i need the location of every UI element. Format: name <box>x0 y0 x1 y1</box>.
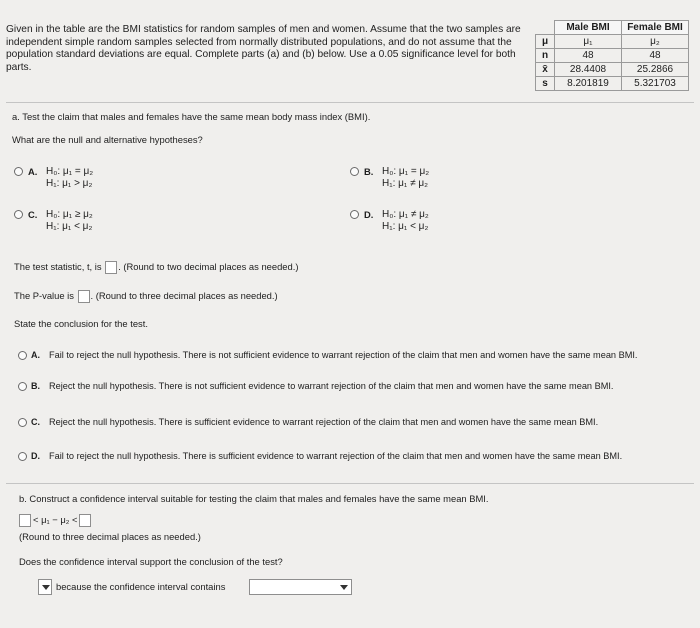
row-label: x̄ <box>536 63 555 77</box>
pvalue-note: . (Round to three decimal places as needed.) <box>90 290 278 301</box>
table-row <box>536 49 689 63</box>
radio-button[interactable] <box>14 167 23 176</box>
radio-button[interactable] <box>350 167 359 176</box>
option-letter: B. <box>364 166 374 177</box>
null-hypothesis: H₀: μ₁ = μ₂ <box>46 166 94 177</box>
option-letter: C. <box>31 417 40 427</box>
alt-hypothesis: H₁: μ₁ < μ₂ <box>46 221 93 232</box>
alt-hypothesis: H₁: μ₁ < μ₂ <box>382 221 429 232</box>
null-hypothesis: H₀: μ₁ ≠ μ₂ <box>382 209 429 220</box>
option-letter: B. <box>31 381 40 391</box>
conclusion-prompt: State the conclusion for the test. <box>14 318 148 329</box>
test-statistic-row <box>14 261 298 274</box>
contains-dropdown[interactable] <box>249 579 352 595</box>
female-cell: μ₂ <box>622 35 689 49</box>
male-cell: μ₁ <box>555 35 622 49</box>
female-cell: 5.321703 <box>622 77 689 91</box>
row-label: n <box>536 49 555 63</box>
ci-round-note: (Round to three decimal places as needed.) <box>19 531 201 542</box>
part-a-title: a. Test the claim that males and females have the same mean body mass index (BMI). <box>12 111 371 122</box>
confidence-interval-row <box>19 514 91 527</box>
conclusion-text: Fail to reject the null hypothesis. There is not sufficient evidence to warrant rejection of the claim that men and women have the same mean BMI. <box>49 350 638 360</box>
conclusion-text: Reject the null hypothesis. There is sufficient evidence to warrant rejection of the claim that men and women have the same mean BMI. <box>49 417 599 427</box>
radio-button[interactable] <box>18 382 27 391</box>
table-row <box>536 35 689 49</box>
radio-button[interactable] <box>18 418 27 427</box>
option-letter: A. <box>28 166 38 177</box>
ci-upper-input[interactable] <box>79 514 91 527</box>
male-bmi-header: Male BMI <box>555 21 622 35</box>
null-hypothesis: H₀: μ₁ = μ₂ <box>382 166 430 177</box>
chevron-down-icon <box>42 585 50 590</box>
male-cell: 8.201819 <box>555 77 622 91</box>
alt-hypothesis: H₁: μ₁ > μ₂ <box>46 178 93 189</box>
conclusion-text: Reject the null hypothesis. There is not sufficient evidence to warrant rejection of the claim that men and women have the same mean BMI. <box>49 381 614 391</box>
option-letter: A. <box>31 350 40 360</box>
null-hypothesis: H₀: μ₁ ≥ μ₂ <box>46 209 93 220</box>
pvalue-label: The P-value is <box>14 290 74 301</box>
support-question: Does the confidence interval support the conclusion of the test? <box>19 556 283 567</box>
radio-button[interactable] <box>18 351 27 360</box>
alt-hypothesis: H₁: μ₁ ≠ μ₂ <box>382 178 428 189</box>
part-b-title: b. Construct a confidence interval suitable for testing the claim that males and females have the same mean BMI. <box>19 493 489 504</box>
female-bmi-header: Female BMI <box>622 21 689 35</box>
chevron-down-icon <box>340 585 348 590</box>
ci-middle: < μ₁ − μ₂ < <box>33 514 78 525</box>
option-letter: D. <box>31 451 40 461</box>
test-statistic-label: The test statistic, t, is <box>14 261 102 272</box>
test-statistic-note: . (Round to two decimal places as needed.) <box>118 261 299 272</box>
support-dropdown[interactable] <box>38 579 52 595</box>
hypotheses-question: What are the null and alternative hypotheses? <box>12 134 203 145</box>
bmi-table <box>535 20 689 91</box>
radio-button[interactable] <box>350 210 359 219</box>
male-cell: 48 <box>555 49 622 63</box>
pvalue-row <box>14 290 278 303</box>
divider <box>6 483 694 484</box>
option-letter: C. <box>28 209 38 220</box>
divider <box>6 102 694 103</box>
row-label: μ <box>536 35 555 49</box>
option-letter: D. <box>364 209 374 220</box>
female-cell: 48 <box>622 49 689 63</box>
row-label: s <box>536 77 555 91</box>
radio-button[interactable] <box>14 210 23 219</box>
support-dropdown-suffix: because the confidence interval contains <box>56 581 226 592</box>
table-row <box>536 77 689 91</box>
test-statistic-input[interactable] <box>105 261 117 274</box>
support-answer-row <box>38 578 358 596</box>
conclusion-text: Fail to reject the null hypothesis. There is sufficient evidence to warrant rejection of the claim that men and women have the same mean BMI. <box>49 451 623 461</box>
ci-lower-input[interactable] <box>19 514 31 527</box>
radio-button[interactable] <box>18 452 27 461</box>
male-cell: 28.4408 <box>555 63 622 77</box>
female-cell: 25.2866 <box>622 63 689 77</box>
pvalue-input[interactable] <box>78 290 90 303</box>
table-row <box>536 63 689 77</box>
problem-intro: Given in the table are the BMI statistics for random samples of men and women. Assume that the two samples are independent simple random samples selected from normally distributed populations, and do not assume that the population standard deviations are equal. Complete parts (a) and (b) below. Use a 0.05 significance level for both parts. <box>6 24 521 73</box>
